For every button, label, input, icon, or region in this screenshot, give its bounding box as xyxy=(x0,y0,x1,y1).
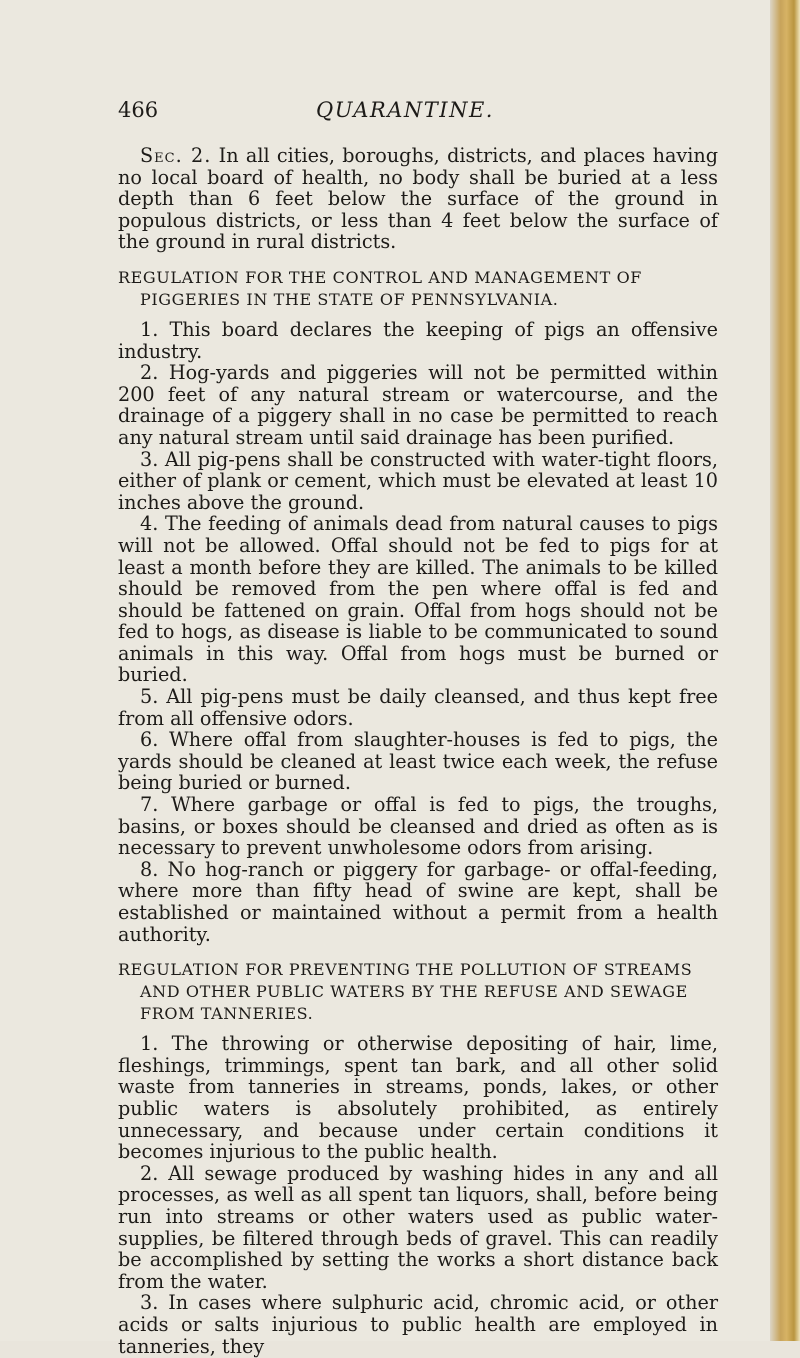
section-2-text: In all cities, boroughs, districts, and places having no local board of health, no body shall be buried at a less depth than 6 feet below the surface of the ground in populous districts, or less than 4 feet below the surface of the ground in rural districts. xyxy=(118,144,719,254)
tannery-rule-3: 3. In cases where sulphuric acid, chromic acid, or other acids or salts injurious to public health are employed in tanneries, they xyxy=(118,1291,718,1358)
piggeries-heading: REGULATION FOR THE CONTROL AND MANAGEMENT OF PIGGERIES IN THE STATE OF PENNSYLVANIA. xyxy=(118,267,643,309)
piggery-rule-2: 2. Hog-yards and piggeries will not be permitted within 200 feet of any natural stream or watercourse, and the drainage of a piggery shall in no case be permitted to reach any natural stream until said drainage has been purified. xyxy=(118,361,718,449)
section-2-paragraph xyxy=(118,145,718,253)
tannery-rule-1: 1. The throwing or otherwise depositing of hair, lime, fleshings, trimmings, spent tan bark, and all other solid waste from tanneries in streams, ponds, lakes, or other public waters is absolutely prohibited, as entirely unnecessary, and because under certain conditions it becomes injurious to the public health. xyxy=(118,1032,718,1164)
piggery-rule-1: 1. This board declares the keeping of pigs an offensive industry. xyxy=(118,317,718,363)
section-label: Sec. 2. xyxy=(140,144,212,167)
piggery-rule-7: 7. Where garbage or offal is fed to pigs, the troughs, basins, or boxes should be cleansed and dried as often as is necessary to prevent unwholesome odors from arising. xyxy=(118,793,718,860)
piggery-rule-6: 6. Where offal from slaughter-houses is fed to pigs, the yards should be cleaned at least twice each week, the refuse being buried or burned. xyxy=(118,728,718,795)
piggery-rule-5: 5. All pig-pens must be daily cleansed, and thus kept free from all offensive odors. xyxy=(118,685,718,730)
page-body xyxy=(118,145,718,1357)
piggery-rule-3: 3. All pig-pens shall be constructed with water-tight floors, either of plank or cement, which must be elevated at least 10 inches above the ground. xyxy=(118,447,718,514)
running-head: QUARANTINE. xyxy=(316,98,494,122)
page-header xyxy=(118,98,708,138)
piggery-rule-8: 8. No hog-ranch or piggery for garbage- or offal-feeding, where more than fifty head of swine are kept, shall be established or maintained without a permit from a health authority. xyxy=(118,857,718,946)
page-number: 466 xyxy=(118,98,159,122)
tannery-rule-2: 2. All sewage produced by washing hides in any and all processes, as well as all spent tan liquors, shall, before being run into streams or other waters used as public water-supplies, be filtered through beds of gravel. This can readily be accomplished by setting the works a short distance back from the water. xyxy=(118,1161,718,1293)
tanneries-heading: REGULATION FOR PREVENTING THE POLLUTION OF STREAMS AND OTHER PUBLIC WATERS BY THE REFUSE AND SEWAGE FROM TANNERIES. xyxy=(118,960,693,1024)
page-edge xyxy=(770,0,800,1341)
piggery-rule-4: 4. The feeding of animals dead from natural causes to pigs will not be allowed. Offal should not be fed to pigs for at least a month before they are killed. The animals to be killed should be removed from the pen where offal is fed and should be fattened on grain. Offal from hogs should not be fed to hogs, as disease is liable to be communicated to sound animals in this way. Offal from hogs must be burned or buried. xyxy=(118,512,718,687)
